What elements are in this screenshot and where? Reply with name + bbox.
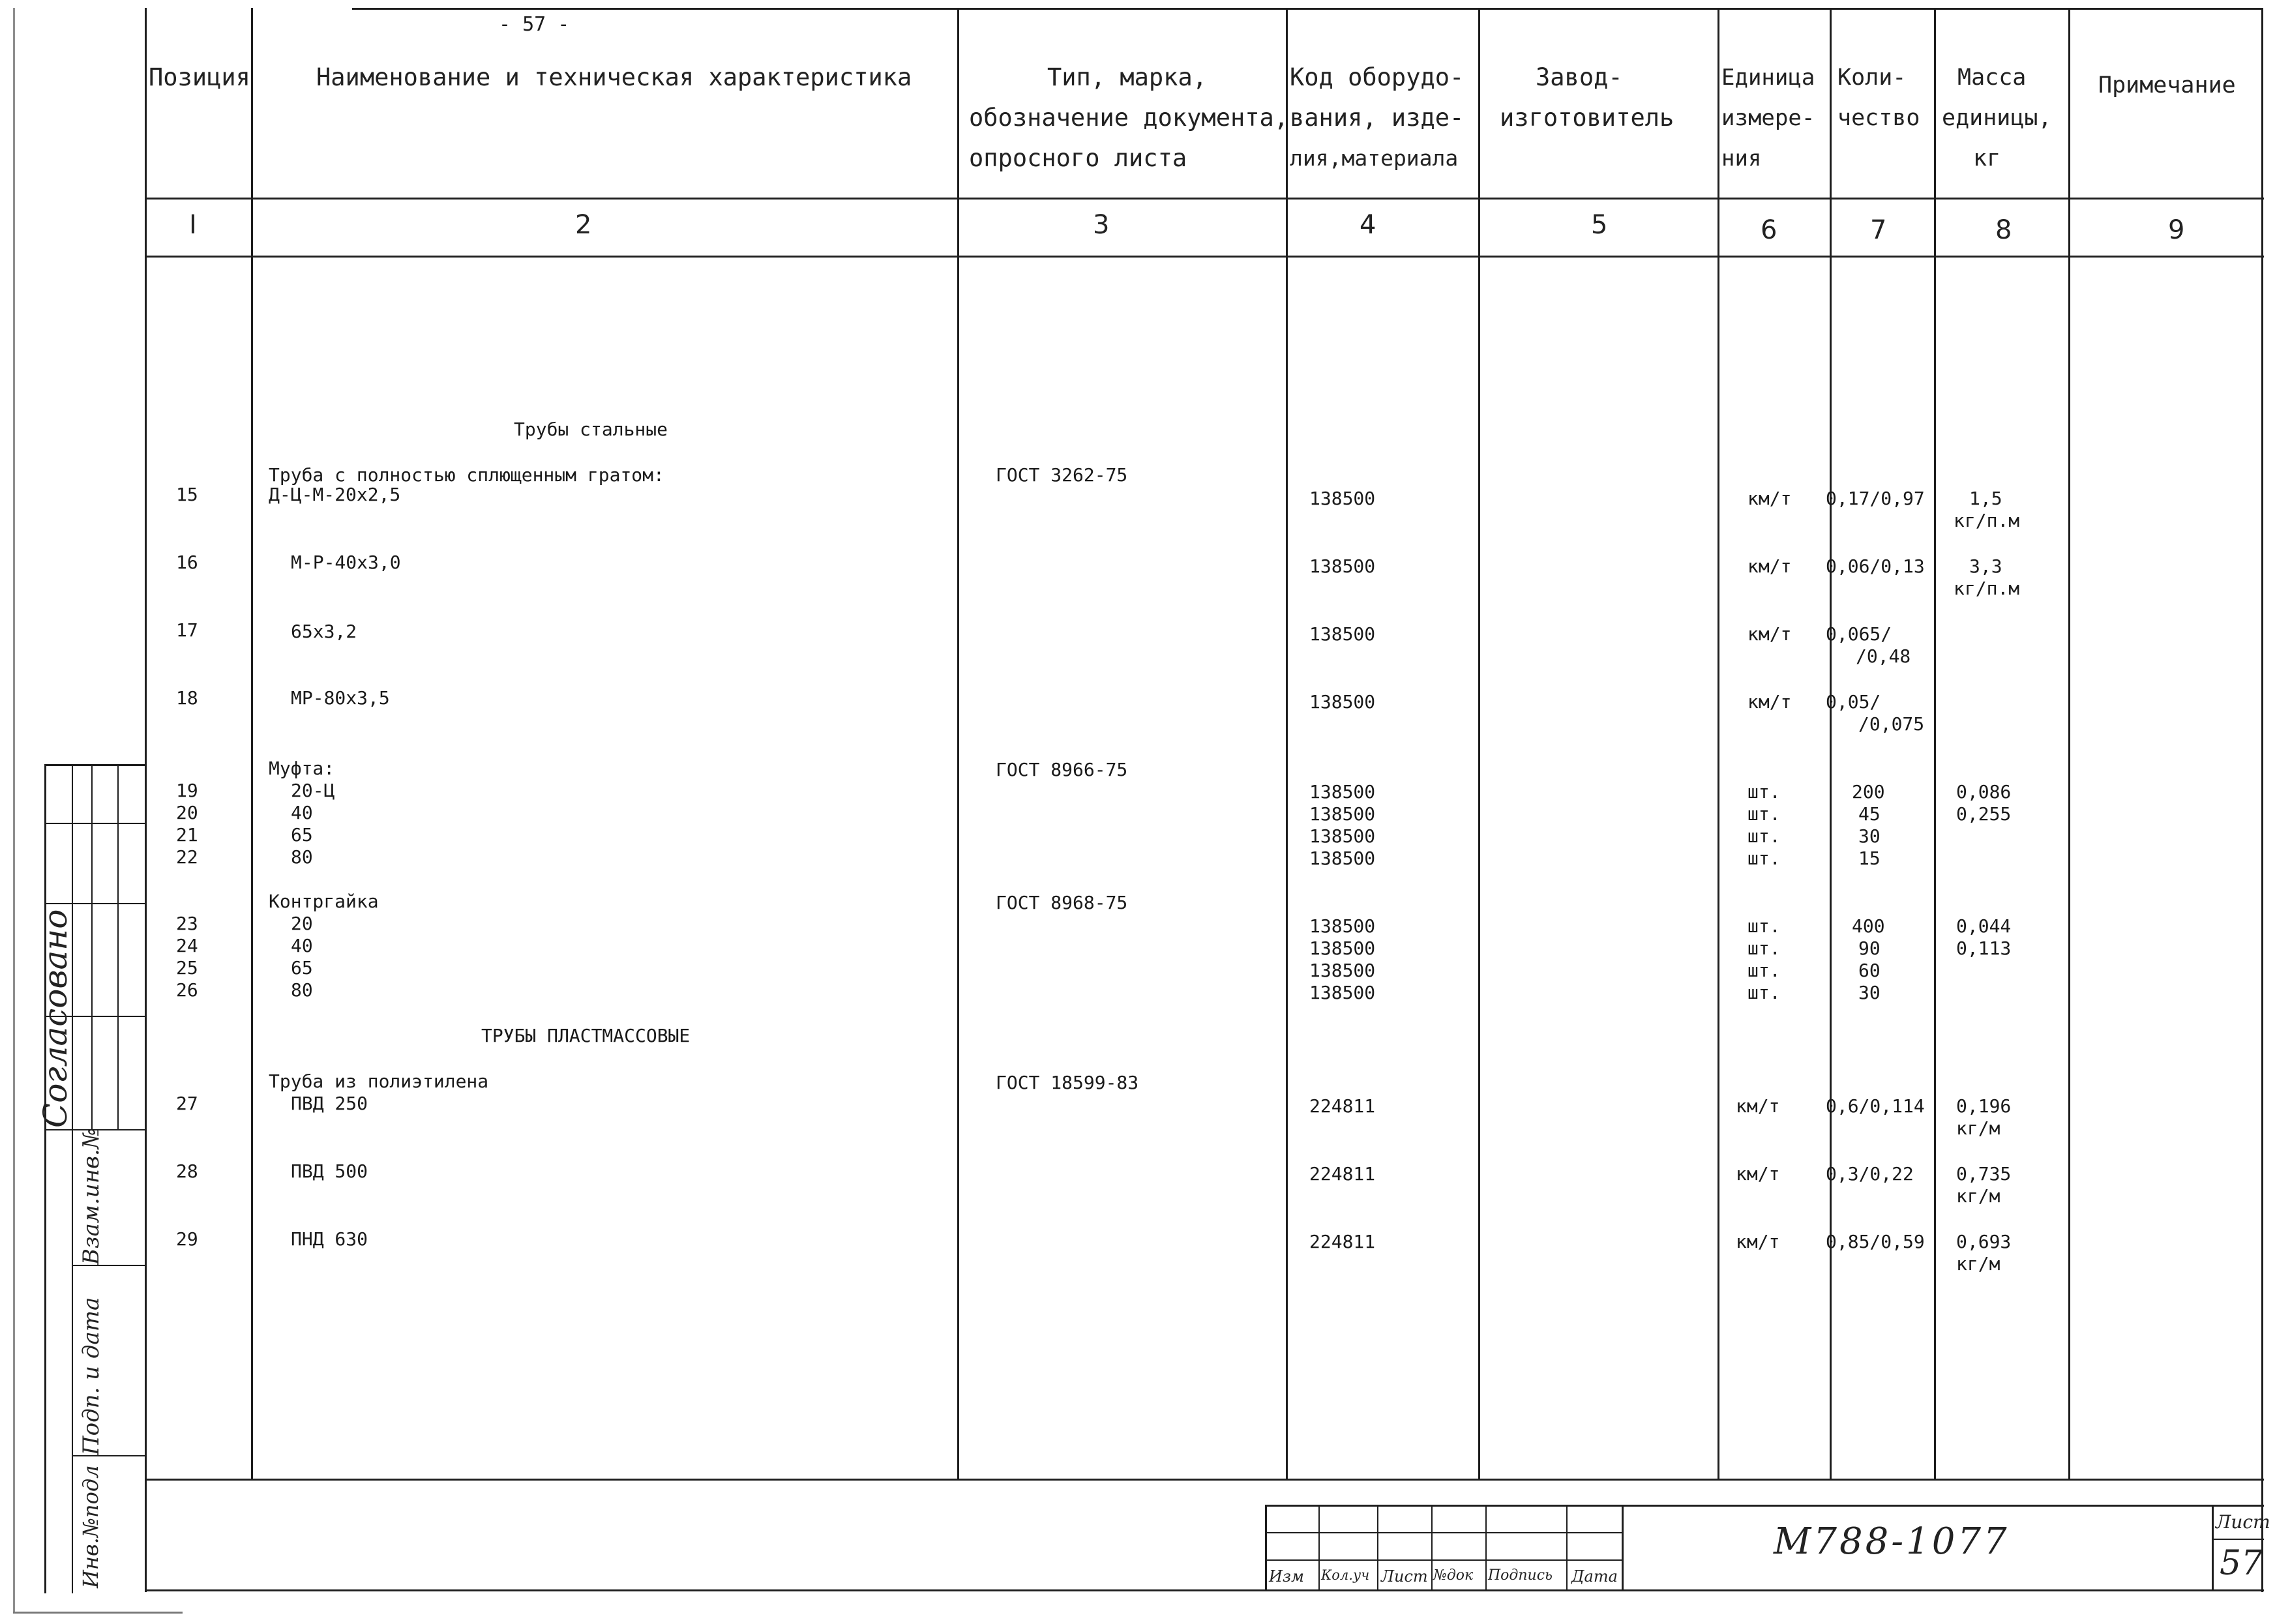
stamp-label-ndoc: №док	[1433, 1567, 1474, 1584]
header-code	[1290, 57, 1464, 179]
cell-code: 138500	[1309, 623, 1376, 645]
cell-code: 138500	[1309, 488, 1376, 509]
cell-code: 138500	[1309, 915, 1376, 937]
sheet-label: Лист	[2216, 1511, 2270, 1533]
colnum-9: 9	[2168, 215, 2185, 245]
cell-mass: 0,113	[1956, 937, 2012, 959]
sheet-number: 57	[2220, 1544, 2263, 1583]
stamp-inv-podl: Инв.№подл	[78, 1465, 103, 1588]
cell-mass: 3,3	[1969, 555, 2002, 577]
colnum-6: 6	[1761, 215, 1777, 245]
cell-unit: шт.	[1747, 803, 1781, 825]
cell-name: 65	[291, 824, 313, 846]
cell-unit: км/т	[1747, 555, 1792, 577]
cell-mass: 0,196	[1956, 1095, 2012, 1117]
stamp-label-list: Лист	[1381, 1567, 1428, 1586]
cell-name: МР-80х3,5	[291, 687, 390, 709]
cell-pos: 15	[176, 484, 198, 505]
colnum-8: 8	[1995, 215, 2012, 245]
cell-pos: 28	[176, 1160, 198, 1182]
header-note: Примечание	[2098, 72, 2236, 98]
cell-qty: 200	[1852, 781, 1885, 803]
cell-name: 80	[291, 846, 313, 868]
header-type-line2: обозначение документа,	[969, 104, 1289, 132]
cell-mass-unit: кг/м	[1956, 1117, 2000, 1139]
stamp-label-podpis: Подпись	[1488, 1567, 1553, 1584]
cell-pos: 20	[176, 802, 198, 823]
cell-pos: 19	[176, 780, 198, 801]
group-title-poly: Труба из полиэтилена	[269, 1070, 489, 1092]
cell-name: 20-Ц	[291, 780, 335, 801]
cell-qty-cont: /0,075	[1858, 713, 1925, 735]
stamp-label-izm: Изм	[1269, 1567, 1304, 1586]
cell-code: 138500	[1309, 555, 1376, 577]
cell-unit: шт.	[1747, 825, 1781, 847]
cell-mass: 0,693	[1956, 1231, 2012, 1252]
cell-mass: 0,735	[1956, 1163, 2012, 1185]
cell-code: 138500	[1309, 982, 1376, 1003]
header-manufacturer-line1: Завод-	[1536, 63, 1623, 91]
header-position: Позиция	[149, 63, 250, 91]
cell-unit: км/т	[1736, 1231, 1780, 1252]
cell-name: 20	[291, 913, 313, 934]
header-unit-line3: ния	[1721, 145, 1762, 171]
cell-pos: 27	[176, 1093, 198, 1114]
colnum-7: 7	[1870, 215, 1887, 245]
cell-pos: 23	[176, 913, 198, 934]
header-unit	[1721, 57, 1815, 179]
cell-name: 40	[291, 802, 313, 823]
header-code-line3: лия,материала	[1290, 145, 1459, 171]
cell-name: 65х3,2	[291, 621, 357, 642]
cell-qty: 400	[1852, 915, 1885, 937]
cell-name: ПВД 500	[291, 1160, 368, 1182]
cell-qty: 0,6/0,114	[1826, 1095, 1925, 1117]
cell-mass-unit: кг/м	[1956, 1185, 2000, 1207]
cell-unit: шт.	[1747, 848, 1781, 869]
group-title-pipe: Труба с полностью сплющенным гратом:	[269, 464, 664, 486]
cell-name: 40	[291, 935, 313, 956]
stamp-label-kol: Кол.уч	[1321, 1567, 1370, 1583]
cell-qty: 0,85/0,59	[1826, 1231, 1925, 1252]
header-quantity-line1: Коли-	[1837, 65, 1907, 91]
cell-mass: 1,5	[1969, 488, 2002, 509]
cell-code: 138500	[1309, 691, 1376, 713]
cell-code: 138500	[1309, 937, 1376, 959]
stamp-label-data: Дата	[1571, 1567, 1618, 1586]
stamp-vzam-inv: Взам.инв.№	[78, 1128, 104, 1265]
cell-name: ПВД 250	[291, 1093, 368, 1114]
cell-qty: 90	[1858, 937, 1881, 959]
cell-doc: ГОСТ 8968-75	[996, 892, 1128, 913]
cell-mass-unit: кг/п.м	[1954, 510, 2020, 531]
page-marker: - 57 -	[499, 13, 570, 36]
cell-unit: км/т	[1747, 691, 1792, 713]
colnum-1: I	[189, 210, 197, 240]
cell-unit: шт.	[1747, 960, 1781, 981]
cell-qty: 0,05/	[1826, 691, 1881, 713]
colnum-2: 2	[575, 210, 592, 240]
section-title-plastic: ТРУБЫ ПЛАСТМАССОВЫЕ	[481, 1025, 691, 1046]
header-type	[969, 57, 1288, 179]
cell-mass: 0,086	[1956, 781, 2012, 803]
header-quantity-line2: чество	[1837, 105, 1920, 131]
cell-pos: 18	[176, 687, 198, 709]
header-code-line1: Код оборудо-	[1290, 63, 1465, 91]
header-mass-line1: Масса	[1957, 65, 2027, 91]
cell-unit: км/т	[1736, 1163, 1780, 1185]
cell-qty: 30	[1858, 982, 1881, 1003]
cell-pos: 25	[176, 957, 198, 979]
cell-qty: 60	[1858, 960, 1881, 981]
cell-code: 138500	[1309, 848, 1376, 869]
cell-pos: 17	[176, 619, 198, 641]
cell-doc: ГОСТ 8966-75	[996, 759, 1128, 780]
cell-qty: 15	[1858, 848, 1881, 869]
header-manufacturer-line2: изготовитель	[1500, 104, 1674, 132]
cell-unit: шт.	[1747, 781, 1781, 803]
cell-pos: 22	[176, 846, 198, 868]
cell-pos: 24	[176, 935, 198, 956]
cell-name: 80	[291, 979, 313, 1001]
cell-doc: ГОСТ 18599-83	[996, 1072, 1139, 1093]
cell-qty: 30	[1858, 825, 1881, 847]
cell-unit: шт.	[1747, 915, 1781, 937]
section-title-steel: Трубы стальные	[514, 419, 668, 440]
header-mass-line2: единицы,	[1942, 105, 2052, 131]
colnum-4: 4	[1360, 210, 1376, 240]
cell-code: 224811	[1309, 1163, 1376, 1185]
cell-unit: км/т	[1736, 1095, 1780, 1117]
cell-pos: 16	[176, 552, 198, 573]
cell-pos: 21	[176, 824, 198, 846]
stamp-agreed: Согласовано	[37, 909, 74, 1128]
cell-code: 138500	[1309, 825, 1376, 847]
header-unit-line1: Единица	[1721, 65, 1815, 91]
header-type-line3: опросного листа	[969, 144, 1187, 172]
cell-qty: 0,3/0,22	[1826, 1163, 1914, 1185]
cell-code: 138500	[1309, 960, 1376, 981]
group-title-coupling: Муфта:	[269, 758, 335, 779]
colnum-3: 3	[1093, 210, 1110, 240]
cell-name: ПНД 630	[291, 1228, 368, 1250]
cell-unit: шт.	[1747, 937, 1781, 959]
colnum-5: 5	[1591, 210, 1608, 240]
cell-mass: 0,044	[1956, 915, 2012, 937]
header-quantity	[1837, 57, 1920, 138]
document-number: М788-1077	[1774, 1520, 2010, 1563]
header-type-line1: Тип, марка,	[1047, 63, 1208, 91]
group-title-locknut: Контргайка	[269, 891, 379, 912]
cell-mass-unit: кг/м	[1956, 1253, 2000, 1275]
header-name: Наименование и техническая характеристика	[316, 63, 912, 91]
cell-pos: 29	[176, 1228, 198, 1250]
cell-name: М-Р-40х3,0	[291, 552, 401, 573]
header-code-line2: вания, изде-	[1290, 104, 1465, 132]
cell-code: 224811	[1309, 1231, 1376, 1252]
cell-doc: ГОСТ 3262-75	[996, 464, 1128, 486]
header-manufacturer	[1500, 57, 1674, 138]
stamp-podp-data: Подп. и дата	[78, 1297, 104, 1455]
cell-code: 138500	[1309, 803, 1376, 825]
header-unit-line2: измере-	[1721, 105, 1815, 131]
cell-pos: 26	[176, 979, 198, 1001]
cell-qty-cont: /0,48	[1856, 645, 1911, 667]
cell-qty: 0,06/0,13	[1826, 555, 1925, 577]
cell-qty: 0,065/	[1826, 623, 1892, 645]
cell-unit: км/т	[1747, 488, 1792, 509]
cell-mass-unit: кг/п.м	[1954, 578, 2020, 599]
cell-qty: 45	[1858, 803, 1881, 825]
cell-mass: 0,255	[1956, 803, 2012, 825]
header-mass-line3: кг	[1973, 145, 2001, 171]
cell-qty: 0,17/0,97	[1826, 488, 1925, 509]
cell-code: 224811	[1309, 1095, 1376, 1117]
cell-name: Д-Ц-М-20х2,5	[269, 484, 401, 505]
cell-name: 65	[291, 957, 313, 979]
header-mass	[1942, 57, 2052, 179]
cell-unit: шт.	[1747, 982, 1781, 1003]
cell-unit: км/т	[1747, 623, 1792, 645]
cell-code: 138500	[1309, 781, 1376, 803]
